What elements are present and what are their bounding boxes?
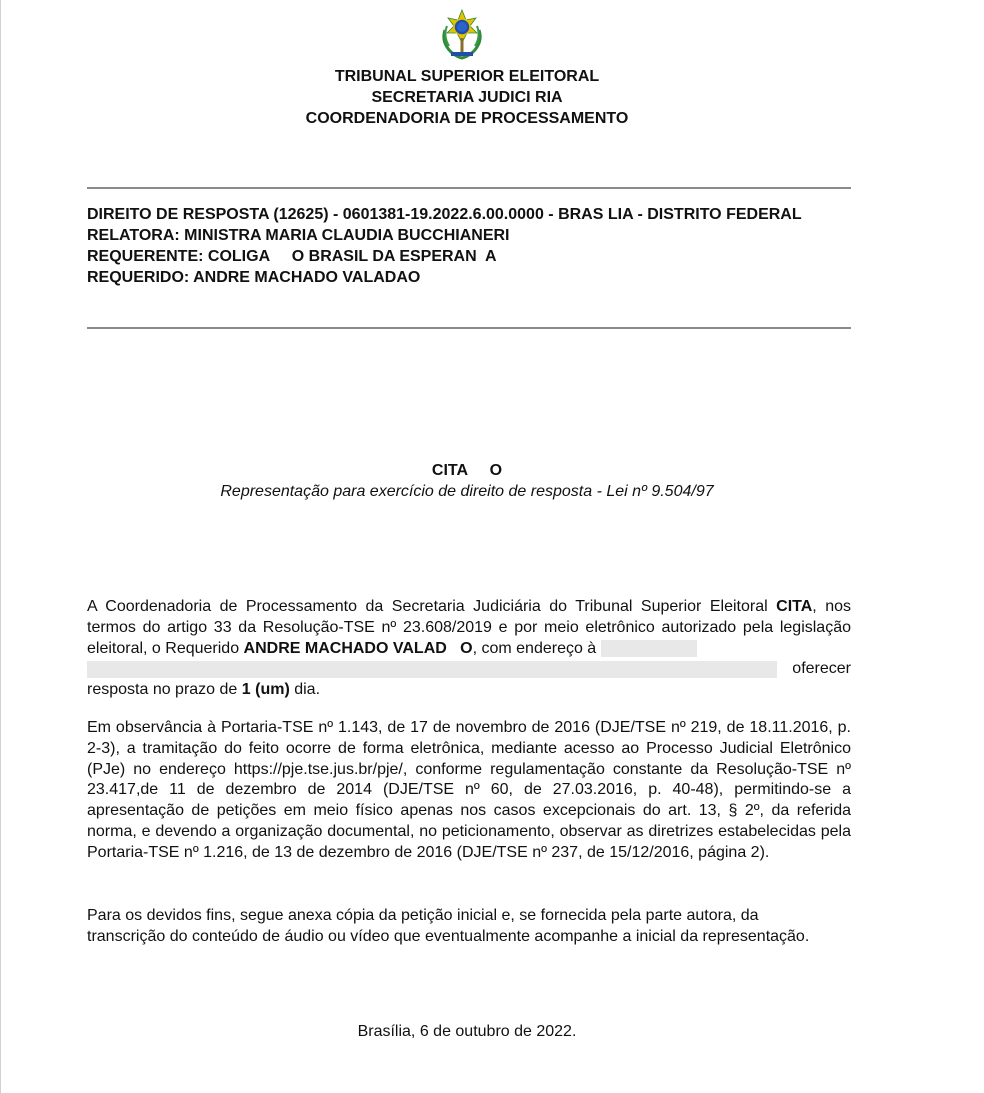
city-date: Brasília, 6 de outubro de 2022.: [357, 1023, 577, 1040]
para1-text-5: resposta no prazo de: [87, 681, 242, 699]
case-number: DIREITO DE RESPOSTA (12625) - 0601381-19.2022.6.00.0000 - BRAS LIA - DISTRITO FEDERAL: [87, 206, 802, 223]
para1-bold-name: ANDRE MACHADO VALAD O: [243, 639, 473, 657]
para1-text-oferecer: oferecer: [792, 660, 851, 678]
case-info: [87, 204, 807, 288]
paragraph-citation: [87, 597, 851, 701]
para1-text-3: , com endereço à: [472, 639, 601, 657]
case-requerido: REQUERIDO: ANDRE MACHADO VALADAO: [87, 269, 421, 286]
case-relatora: RELATORA: MINISTRA MARIA CLAUDIA BUCCHIANERI: [87, 227, 510, 244]
brazil-coat-of-arms-icon: [439, 8, 485, 60]
redacted-address-1: [601, 640, 697, 657]
page-edge: [0, 0, 1, 1093]
redacted-address-2: [87, 661, 777, 678]
para1-text-1: A Coordenadoria de Processamento da Secretaria Judiciária do Tribunal Superior Eleitoral: [87, 598, 777, 615]
document-subtitle: Representação para exercício de direito de resposta - Lei nº 9.504/97: [220, 483, 714, 500]
document-title-block: [0, 460, 934, 502]
header-tribunal: TRIBUNAL SUPERIOR ELEITORAL: [334, 68, 600, 85]
para1-text-2: , nos termos do artigo 33 da Resolução-TSE nº 23.608/2019 e por meio eletrônico autorizado pela legislação eleitoral, o Requerido: [87, 598, 851, 657]
paragraph-portaria: Em observância à Portaria-TSE nº 1.143, de 17 de novembro de 2016 (DJE/TSE nº 219, de 18.11.2016, p. 2-3), a tramitação do feito ocorre de forma eletrônica, mediante acesso ao Processo Judicial Eletrônico (PJe) no endereço https://pje.tse.jus.br/pje/, conforme regulamentação constante da Resolução-TSE nº 23.417,de 11 de dezembro de 2014 (DJE/TSE nº 60, de 27.03.2016, p. 40-48), permitindo-se a apresentação de petições em meio físico apenas nos casos excepcionais do art. 13, § 2º, da referida norma, e devendo a organização documental, no peticionamento, observar as diretrizes estabelecidas pela Portaria-TSE nº 1.216, de 13 de dezembro de 2016 (DJE/TSE nº 237, de 15/12/2016, página 2).: [87, 719, 851, 861]
case-requerente: REQUERENTE: COLIGA O BRASIL DA ESPERAN A: [87, 248, 497, 265]
header-coordenadoria: COORDENADORIA DE PROCESSAMENTO: [305, 110, 629, 127]
para1-bold-cita: CITA: [776, 598, 813, 615]
header-secretaria: SECRETARIA JUDICI RIA: [371, 89, 563, 106]
para1-bold-prazo: 1 (um): [241, 681, 290, 699]
document-title: CITA O: [431, 462, 503, 479]
top-divider: [87, 187, 851, 189]
para1-text-6: dia.: [289, 681, 321, 699]
bottom-divider: [87, 327, 851, 329]
paragraph-anexo: Para os devidos fins, segue anexa cópia da petição inicial e, se fornecida pela parte autora, da transcrição do conteúdo de áudio ou vídeo que eventualmente acompanhe a inicial da representação.: [87, 907, 810, 945]
document-header: [0, 66, 934, 129]
